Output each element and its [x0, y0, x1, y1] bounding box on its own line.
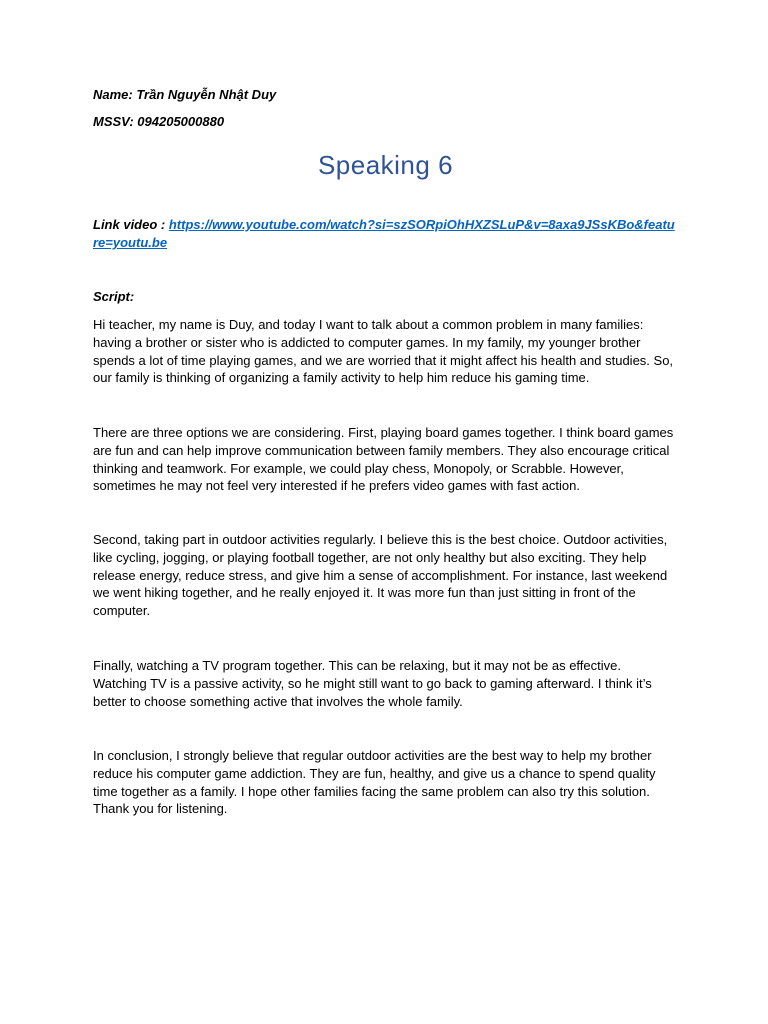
student-id: MSSV: 094205000880: [93, 114, 225, 129]
video-link-line: [93, 216, 678, 252]
video-link[interactable]: https://www.youtube.com/watch?si=szSORpiOhHXZSLuP&v=8axa9JSsKBo&feature=youtu.be: [93, 217, 675, 250]
student-name: Name: Trần Nguyễn Nhật Duy: [93, 87, 277, 102]
link-label: Link video :: [93, 217, 169, 232]
script-paragraph-tv: Finally, watching a TV program together. This can be relaxing, but it may not be as effective. Watching TV is a passive activity, so he might still want to go back to gaming afterward. I think it’s better to choose something active that involves the whole family.: [93, 658, 652, 709]
script-paragraph-board-games: There are three options we are considering. First, playing board games together. I think board games are fun and can help improve communication between family members. They also encourage critical thinking and teamwork. For example, we could play chess, Monopoly, or Scrabble. However, sometimes he may not feel very interested if he prefers video games with fast action.: [93, 425, 674, 494]
script-paragraph-conclusion: In conclusion, I strongly believe that regular outdoor activities are the best way to help my brother reduce his computer game addiction. They are fun, healthy, and give us a chance to spend quality time together as a family. I hope other families facing the same problem can also try this solution. Thank you for listening.: [93, 748, 656, 817]
script-paragraph-outdoor: Second, taking part in outdoor activities regularly. I believe this is the best choice. Outdoor activities, like cycling, jogging, or playing football together, are not only healthy but also exciting. They help release energy, reduce stress, and give him a sense of accomplishment. For instance, last weekend we went hiking together, and he really enjoyed it. It was more fun than just sitting in front of the computer.: [93, 532, 668, 619]
script-label: Script:: [93, 289, 135, 304]
script-paragraph-intro: Hi teacher, my name is Duy, and today I want to talk about a common problem in many families: having a brother or sister who is addicted to computer games. In my family, my younger brother spends a lot of time playing games, and we are worried that it might affect his health and studies. So, our family is thinking of organizing a family activity to help him reduce his gaming time.: [93, 317, 674, 386]
page-title: Speaking 6: [317, 150, 454, 180]
